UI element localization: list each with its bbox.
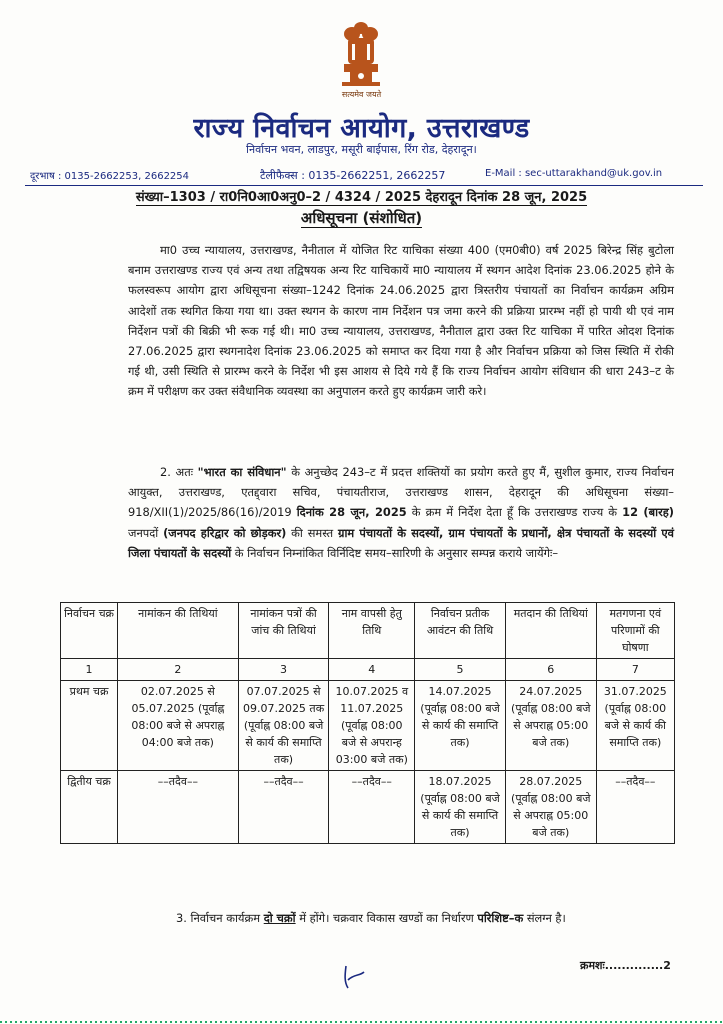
p3-underlined-two-phases: दो चक्रों: [263, 911, 296, 925]
table-number-cell: 5: [415, 659, 506, 681]
table-cell: प्रथम चक्र: [61, 681, 118, 771]
emblem-motto: सत्यमेव जयते: [341, 90, 382, 99]
p2-bold-date: दिनांक 28 जून, 2025: [296, 505, 407, 520]
table-cell: 18.07.2025 (पूर्वाह्न 08:00 बजे से कार्य की समाप्ति तक): [415, 771, 506, 844]
table-number-cell: 7: [596, 659, 674, 681]
continued-marker: क्रमशः..............2: [580, 959, 671, 972]
table-header-cell: नामांकन की तिथियां: [118, 603, 239, 659]
paragraph-3: [128, 908, 674, 928]
table-number-row: [61, 659, 675, 681]
table-number-cell: 3: [238, 659, 329, 681]
bottom-border-decoration: [0, 1020, 723, 1024]
table-cell: ––तदैव––: [238, 771, 329, 844]
organisation-address: निर्वाचन भवन, लाडपुर, मसूरी बाईपास, रिंग रोड, देहरादून।: [246, 143, 477, 156]
phone-number: दूरभाष : 0135-2662253, 2662254: [30, 171, 190, 182]
table-row: [61, 771, 675, 844]
p2-text-4: जनपदों: [128, 525, 164, 540]
paragraph-1: मा0 उच्च न्यायालय, उत्तराखण्ड, नैनीताल में योजित रिट याचिका संख्या 400 (एम0बी0) वर्ष 2025 बिरेन्द्र सिंह बुटोला बनाम उत्तराखण्ड राज्य एवं अन्य तथा तद्विषयक अन्य रिट याचिकायें मा0 न्यायालय में स्थगन आदेश दिनांक 23.06.2025 होने के फलस्वरूप आयोग द्वारा अधिसूचना संख्या–1242 दिनांक 24.06.2025 द्वारा त्रिस्तरीय पंचायतों का निर्वाचन कार्यक्रम अग्रिम आदेशों तक स्थगित किया गया था। उक्त स्थगन के कारण नाम निर्देशन पत्र जमा करने की प्रक्रिया प्रारम्भ नहीं हो पायी थी एवं नाम निर्देशन पत्रों की बिक्री भी रूक गई थी। मा0 उच्च न्यायालय, उत्तराखण्ड, नैनीताल द्वारा उक्त रिट याचिका में पारित ओदश दिनांक 27.06.2025 द्वारा स्थगनादेश दिनांक 23.06.2025 को समाप्त कर दिया गया है और निर्वाचन प्रक्रिया को जिस स्थिति में रोकी गई थी, उसी स्थिति से प्रारम्भ करने के निर्देश भी इस आशय से दिये गये हैं कि राज्य निर्वाचन आयोग संविधान की धारा 243–ट के क्रम में परीक्षण कर उक्त संवैधानिक व्यवस्था का अनुपालन करते हुए कार्यक्रम जारी करे।: [128, 243, 674, 399]
reference-line: [0, 187, 723, 205]
p3-text-3: संलग्न है।: [523, 911, 566, 925]
table-number-cell: 1: [61, 659, 118, 681]
table-cell: ––तदैव––: [329, 771, 415, 844]
p2-text-6: के निर्वाचन निम्नांकित विर्निदिष्ट समय–सारिणी के अनुसार सम्पन्न कराये जायेंगेः–: [231, 545, 559, 560]
table-cell: 02.07.2025 से 05.07.2025 (पूर्वाह्न 08:00 बजे से अपराह्न 04:00 बजे तक): [118, 681, 239, 771]
p3-text-1: 3. निर्वाचन कार्यक्रम: [176, 911, 264, 925]
table-header-row: [61, 603, 675, 659]
paragraph-2: [128, 462, 674, 563]
fax-number: टैलीफैक्स : 0135-2662251, 2662257: [260, 169, 446, 182]
table-cell: 14.07.2025 (पूर्वाह्न 08:00 बजे से कार्य की समाप्ति तक): [415, 681, 506, 771]
table-cell: 31.07.2025 (पूर्वाह्न 08:00 बजे से कार्य की समाप्ति तक): [596, 681, 674, 771]
table-cell: ––तदैव––: [596, 771, 674, 844]
p2-bold-members: ग्राम पंचायतों के सदस्यों, ग्राम पंचायतों के प्रधानों, क्षेत्र पंचायतों के सदस्यों एवं जिला पंचायतों के सदस्यों: [128, 525, 674, 560]
table-header-cell: मतगणना एवं परिणामों की घोषणा: [596, 603, 674, 659]
table-number-cell: 4: [329, 659, 415, 681]
table-cell: 24.07.2025 (पूर्वाह्न 08:00 बजे से अपराह्न 05:00 बजे तक): [505, 681, 596, 771]
table-cell: द्वितीय चक्र: [61, 771, 118, 844]
table-number-cell: 2: [118, 659, 239, 681]
table-header-cell: नाम वापसी हेतु तिथि: [329, 603, 415, 659]
table-cell: 28.07.2025 (पूर्वाह्न 08:00 बजे से अपराह्न 05:00 बजे तक): [505, 771, 596, 844]
signature-icon: [340, 962, 370, 992]
notification-heading: [0, 208, 723, 228]
p2-bold-constitution: "भारत का संविधान": [197, 465, 287, 479]
p2-bold-exclusion: (जनपद हरिद्वार को छोड़कर): [163, 525, 287, 540]
table-row: [61, 681, 675, 771]
table-header-cell: निर्वाचन प्रतीक आवंटन की तिथि: [415, 603, 506, 659]
p3-bold-annexure: परिशिष्ट–क: [477, 911, 524, 925]
email-address: E-Mail : sec-uttarakhand@uk.gov.in: [485, 168, 663, 179]
p2-text-1: 2. अतः: [160, 465, 198, 479]
table-header-cell: मतदान की तिथियां: [505, 603, 596, 659]
table-header-cell: निर्वाचन चक्र: [61, 603, 118, 659]
table-header-cell: नामांकन पत्रों की जांच की तिथियां: [238, 603, 329, 659]
p2-text-3: के क्रम में निर्देश देता हूँ कि उत्तराखण्ड राज्य के: [406, 505, 623, 520]
p2-text-2: के अनुच्छेद 243–ट में प्रदत्त शक्तियों का प्रयोग करते हुए मैं, सुशील कुमार, राज्य निर्वाचन आयुक्त, उत्तराखण्ड, एतद्द्वारा सचिव, पंचायतीराज, उत्तराखण्ड शासन, देहरादून की अधिसूचना संख्या–918/XII(1)/2025/86(16)/2019: [128, 465, 675, 520]
header-divider: [25, 185, 703, 186]
p2-text-5: की समस्त: [286, 525, 339, 540]
p2-bold-districts: 12 (बारह): [622, 505, 675, 520]
table-number-cell: 6: [505, 659, 596, 681]
election-schedule-table: [60, 602, 675, 844]
table-cell: 10.07.2025 व 11.07.2025 (पूर्वाह्न 08:00 बजे से अपरान्ह 03:00 बजे तक): [329, 681, 415, 771]
organisation-name: राज्य निर्वाचन आयोग, उत्तराखण्ड: [193, 113, 530, 144]
table-cell: ––तदैव––: [118, 771, 239, 844]
p3-text-2: में होंगे। चक्रवार विकास खण्डों का निर्धारण: [295, 911, 478, 925]
heading-text: अधिसूचना (संशोधित): [300, 209, 423, 227]
national-emblem-icon: [330, 18, 392, 98]
table-cell: 07.07.2025 से 09.07.2025 तक (पूर्वाह्न 08:00 बजे से कार्य की समाप्ति तक): [238, 681, 329, 771]
reference-text: संख्या–1303 / रा0नि0आ0अनु0–2 / 4324 / 2025 देहरादून दिनांक 28 जून, 2025: [135, 190, 588, 205]
